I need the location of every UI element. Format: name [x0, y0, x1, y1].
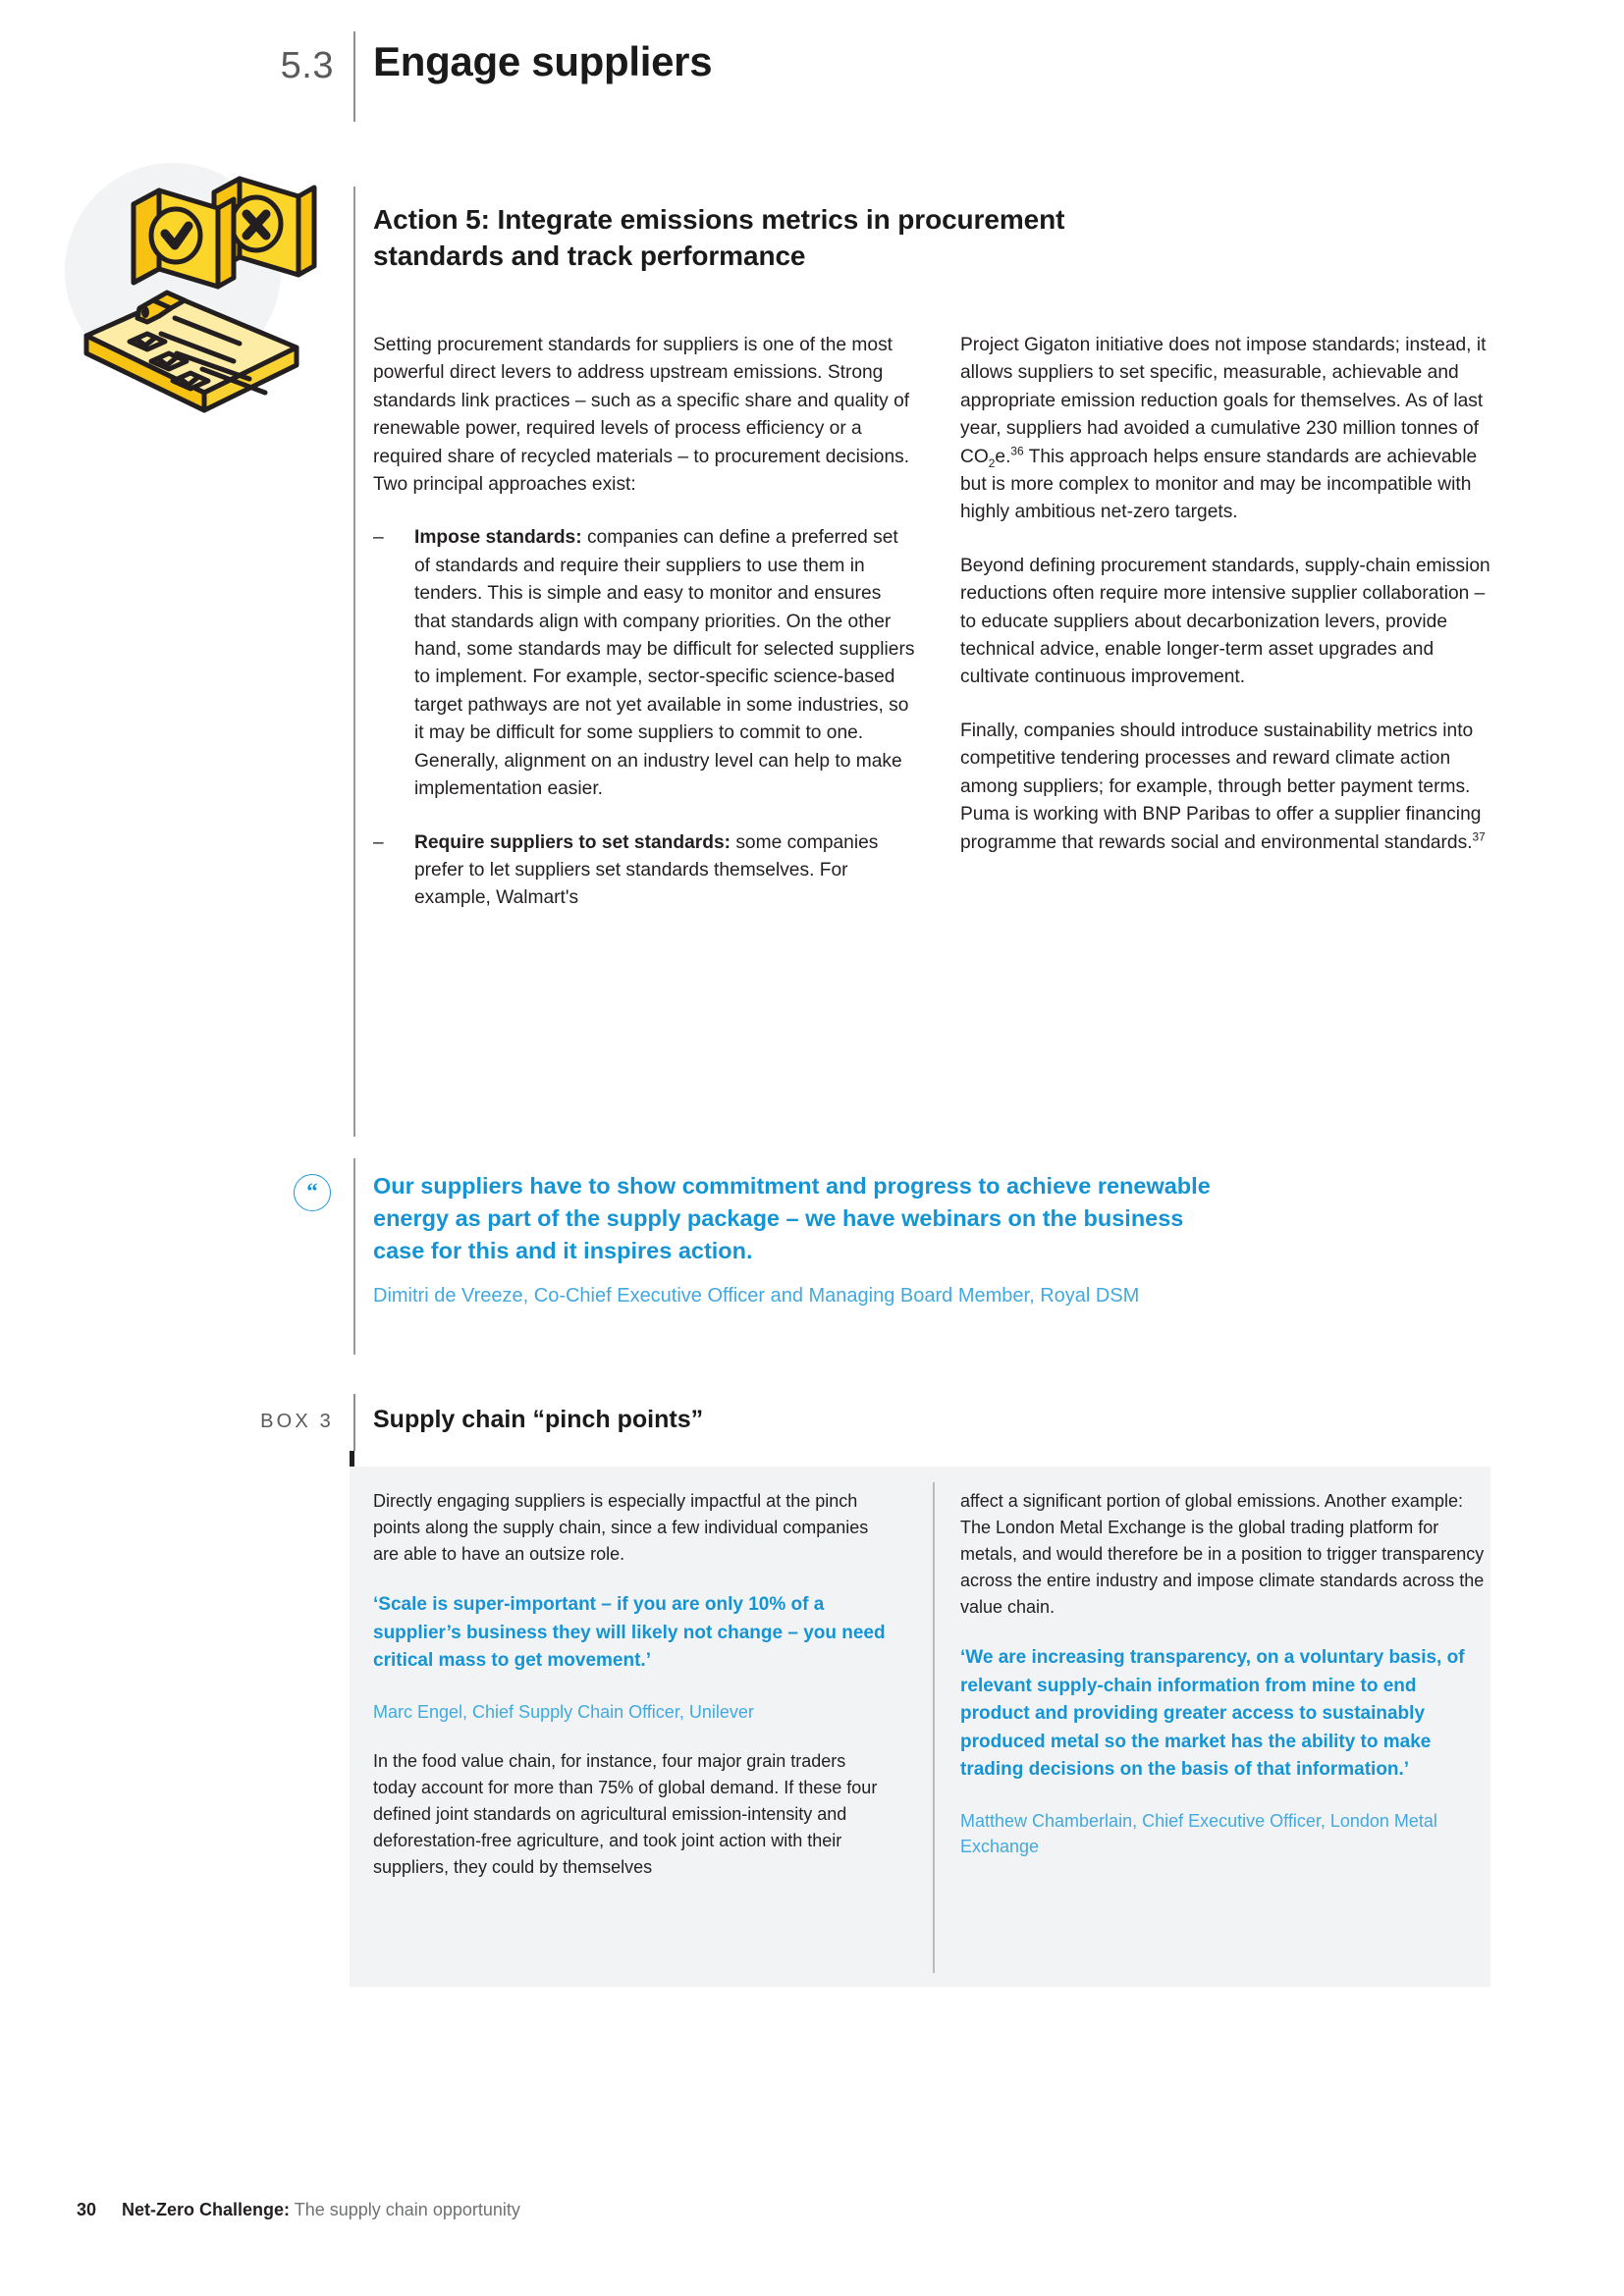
box-header-divider [353, 1394, 355, 1451]
section-header-divider [353, 31, 355, 122]
pull-quote-divider [353, 1158, 355, 1355]
list-item [373, 829, 915, 913]
box-left-paragraph-1: Directly engaging suppliers is especially impactful at the pinch points along the supply chain, since a few individual companies are able to have an outsize role. [373, 1491, 869, 1564]
body-column-left [373, 332, 915, 938]
footnote-reference-37: 37 [1472, 829, 1486, 844]
co2-subscript: 2 [988, 455, 996, 470]
right-paragraph-1-part-c: This approach helps ensure standards are achievable but is more complex to monitor and may be incompatible with highly ambitious net-zero targets. [960, 446, 1478, 523]
box-column-left [373, 1488, 892, 1881]
action-heading-line-2: standards and track performance [373, 240, 806, 271]
box-right-attribution: Matthew Chamberlain, Chief Executive Officer, London Metal Exchange [960, 1810, 1437, 1857]
footer-page-number: 30 [77, 2200, 97, 2219]
bullet-body-text: companies can define a preferred set of standards and require their suppliers to use them in tenders. This is simple and easy to monitor and ensures that standards align with company priorities. On the other hand, some standards may be difficult for selected suppliers to implement. For example, sector-specific science-based target pathways are not yet available in some industries, so it may be difficult for some suppliers to commit to one. Generally, alignment on an industry level can help to make implementation easier. [414, 527, 915, 800]
right-paragraph-3-text: Finally, companies should introduce sustainability metrics into competitive tendering processes and reward climate action among suppliers; for example, through better payment terms. Puma is working with BNP Paribas to offer a supplier financing programme that rewards social and environmental standards. [960, 720, 1482, 853]
right-paragraph-3 [960, 718, 1490, 857]
pull-quote-text: Our suppliers have to show commitment and progress to achieve renewable energy as part of the supply package – we have webinars on the business case for this and it inspires action. [373, 1173, 1211, 1263]
right-paragraph-2: Beyond defining procurement standards, supply-chain emission reductions often require more intensive supplier collaboration – to educate suppliers about decarbonization levers, provide technical advice, enable longer-term asset upgrades and cultivate continuous improvement. [960, 555, 1490, 688]
box-left-paragraph-2: In the food value chain, for instance, four major grain traders today account for more than 75% of global demand. If these four defined joint standards on agricultural emission-intensity and deforestation-free agriculture, and took joint action with their suppliers, they could by themselves [373, 1751, 878, 1878]
bullet-dash: – [373, 831, 384, 853]
procurement-standards-illustration [57, 126, 332, 420]
box-title: Supply chain “pinch points” [373, 1406, 704, 1433]
quote-mark-icon: “ [294, 1174, 331, 1211]
box-label: BOX 3 [260, 1411, 334, 1432]
body-column-right [960, 332, 1490, 857]
box-left-attribution: Marc Engel, Chief Supply Chain Officer, Unilever [373, 1701, 754, 1722]
box-column-divider [933, 1482, 935, 1973]
right-paragraph-1-part-a: Project Gigaton initiative does not impose standards; instead, it allows suppliers to set specific, measurable, achievable and appropriate emission reduction goals for themselves. As of last year, suppliers had avoided a cumulative 230 million tonnes of CO [960, 335, 1487, 467]
footnote-reference-36: 36 [1010, 444, 1024, 458]
action-heading [373, 202, 1355, 275]
box-accent-tick [350, 1451, 354, 1467]
box-column-right [960, 1488, 1490, 1860]
right-paragraph-1-part-b: e. [995, 446, 1011, 467]
list-item [373, 524, 915, 803]
box-right-paragraph-1: affect a significant portion of global emissions. Another example: The London Metal Exchange is the global trading platform for metals, and would therefore be in a position to trigger transparency across the entire industry and impose climate standards across the value chain. [960, 1491, 1485, 1617]
box-right-quote: ‘We are increasing transparency, on a voluntary basis, of relevant supply-chain information from mine to end product and providing greater access to sustainably produced metal so the market has the ability to make trading decisions on the basis of that information.’ [960, 1647, 1465, 1780]
section-number: 5.3 [280, 45, 334, 86]
right-paragraph-1 [960, 332, 1490, 527]
bullet-lead-label: Impose standards: [414, 527, 582, 549]
box-left-quote: ‘Scale is super-important – if you are only 10% of a supplier’s business they will likely not change – you need critical mass to get movement.’ [373, 1594, 886, 1671]
action-section-divider [353, 187, 355, 1137]
bullet-dash: – [373, 527, 384, 549]
intro-paragraph: Setting procurement standards for suppliers is one of the most powerful direct levers to address upstream emissions. Strong standards link practices – such as a specific share and quality of renewable power, required levels of process efficiency or a required share of recycled materials – to procurement decisions. Two principal approaches exist: [373, 335, 910, 496]
footer-title-bold: Net-Zero Challenge: [122, 2200, 291, 2219]
page-title: Engage suppliers [373, 38, 713, 84]
page-footer [77, 2199, 520, 2221]
footer-title-light: The supply chain opportunity [290, 2200, 520, 2219]
pull-quote-attribution: Dimitri de Vreeze, Co-Chief Executive Officer and Managing Board Member, Royal DSM [373, 1285, 1140, 1307]
bullet-body-text: some companies prefer to let suppliers set standards themselves. For example, Walmart's [414, 831, 879, 909]
bullet-lead-label: Require suppliers to set standards: [414, 831, 731, 853]
action-heading-line-1: Action 5: Integrate emissions metrics in procurement [373, 204, 1065, 235]
